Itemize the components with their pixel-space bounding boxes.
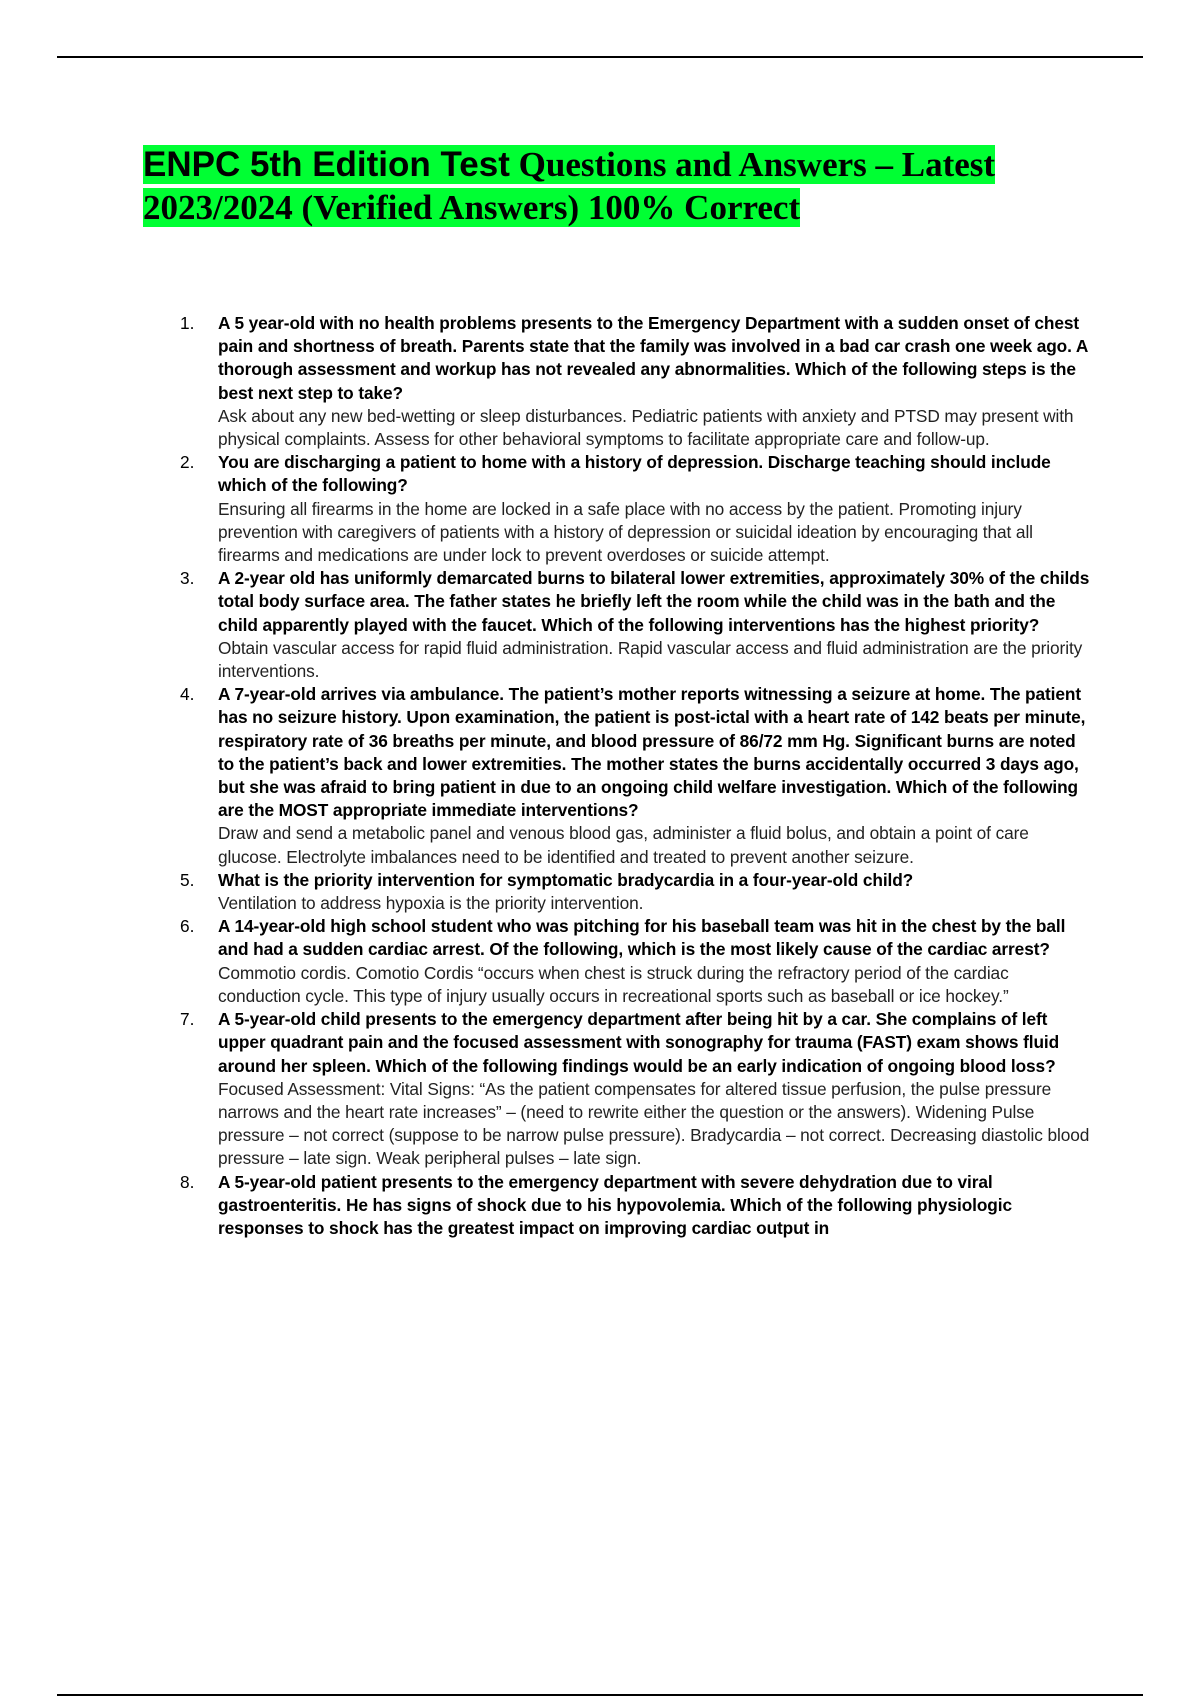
- question-text: You are discharging a patient to home with a history of depression. Discharge teaching should include which of the following?: [218, 452, 1051, 496]
- question-number: 6.: [180, 916, 195, 937]
- question-item: [180, 869, 1093, 915]
- answer-text: Obtain vascular access for rapid fluid administration. Rapid vascular access and fluid administration are the priority interventions.: [218, 637, 1083, 682]
- document-title: [143, 143, 1103, 229]
- answer-text: Focused Assessment: Vital Signs: “As the patient compensates for altered tissue perfusion, the pulse pressure narrows and the heart rate increases” – (need to rewrite either the question or the answers). Widening Pulse pressure – not correct (suppose to be narrow pulse pressure). Bradycardia – not correct. Decreasing diastolic blood pressure – late sign. Weak peripheral pulses – late sign.: [218, 1078, 1090, 1169]
- question-text: A 14-year-old high school student who was pitching for his baseball team was hit in the chest by the ball and had a sudden cardiac arrest. Of the following, which is the most likely cause of the cardiac arrest?: [218, 916, 1066, 960]
- bottom-rule: [57, 1694, 1143, 1696]
- question-item: [180, 312, 1093, 451]
- question-item: [180, 1008, 1093, 1170]
- question-list: [180, 312, 1093, 1240]
- question-text: A 2-year old has uniformly demarcated burns to bilateral lower extremities, approximately 30% of the childs total body surface area. The father states he briefly left the room while the child was in the bath and the child apparently played with the faucet. Which of the following interventions has the highest priority?: [218, 568, 1090, 635]
- question-number: 3.: [180, 568, 195, 589]
- question-number: 5.: [180, 869, 195, 890]
- question-item: [180, 451, 1093, 567]
- question-number: 8.: [180, 1171, 195, 1192]
- question-number: 1.: [180, 313, 195, 333]
- answer-text: Ventilation to address hypoxia is the priority intervention.: [218, 893, 644, 914]
- question-text: A 5 year-old with no health problems presents to the Emergency Department with a sudden onset of chest pain and shortness of breath. Parents state that the family was involved in a bad car crash one week ago. A thorough assessment and workup has not revealed any abnormalities. Which of the following steps is the best next step to take?: [218, 313, 1088, 403]
- question-item: [180, 567, 1093, 683]
- answer-text: Draw and send a metabolic panel and venous blood gas, administer a fluid bolus, and obtain a point of care glucose. Electrolyte imbalances need to be identified and treated to prevent another seizure.: [218, 823, 1029, 867]
- answer-text: Ask about any new bed-wetting or sleep disturbances. Pediatric patients with anxiety and PTSD may present with physical complaints. Assess for other behavioral symptoms to facilitate appropriate care and follow-up.: [218, 405, 1074, 450]
- question-item: [180, 683, 1093, 869]
- question-number: 2.: [180, 452, 195, 473]
- question-item: [180, 1171, 1093, 1241]
- question-text: A 5-year-old child presents to the emergency department after being hit by a car. She complains of left upper quadrant pain and the focused assessment with sonography for trauma (FAST) exam shows fluid around her spleen. Which of the following findings would be an early indication of ongoing blood loss?: [218, 1009, 1060, 1076]
- title-part-serif: Questions and Answers – Latest 2023/2024 (Verified Answers) 100% Correct: [143, 145, 996, 227]
- answer-text: Ensuring all firearms in the home are locked in a safe place with no access by the patient. Promoting injury prevention with caregivers of patients with a history of depression or suicidal ideation by encouraging that all firearms and medications are under lock to prevent overdoses or suicide attempt.: [218, 498, 1033, 566]
- question-number: 4.: [180, 684, 195, 705]
- question-item: [180, 915, 1093, 1008]
- answer-text: Commotio cordis. Comotio Cordis “occurs when chest is struck during the refractory period of the cardiac conduction cycle. This type of injury usually occurs in recreational sports such as baseball or ice hockey.”: [218, 962, 1009, 1006]
- question-number: 7.: [180, 1009, 195, 1030]
- question-text: A 5-year-old patient presents to the emergency department with severe dehydration due to viral gastroenteritis. He has signs of shock due to his hypovolemia. Which of the following physiologic responses to shock has the greatest impact on improving cardiac output in: [218, 1171, 1012, 1238]
- title-part-sans: ENPC 5th Edition Test: [143, 145, 510, 184]
- question-text: A 7-year-old arrives via ambulance. The patient’s mother reports witnessing a seizure at home. The patient has no seizure history. Upon examination, the patient is post-ictal with a heart rate of 142 beats per minute, respiratory rate of 36 breaths per minute, and blood pressure of 86/72 mm Hg. Significant burns are noted to the patient’s back and lower extremities. The mother states the burns accidentally occurred 3 days ago, but she was afraid to bring patient in due to an ongoing child welfare investigation. Which of the following are the MOST appropriate immediate interventions?: [218, 684, 1086, 821]
- top-rule: [57, 56, 1143, 58]
- question-text: What is the priority intervention for symptomatic bradycardia in a four-year-old child?: [218, 869, 914, 890]
